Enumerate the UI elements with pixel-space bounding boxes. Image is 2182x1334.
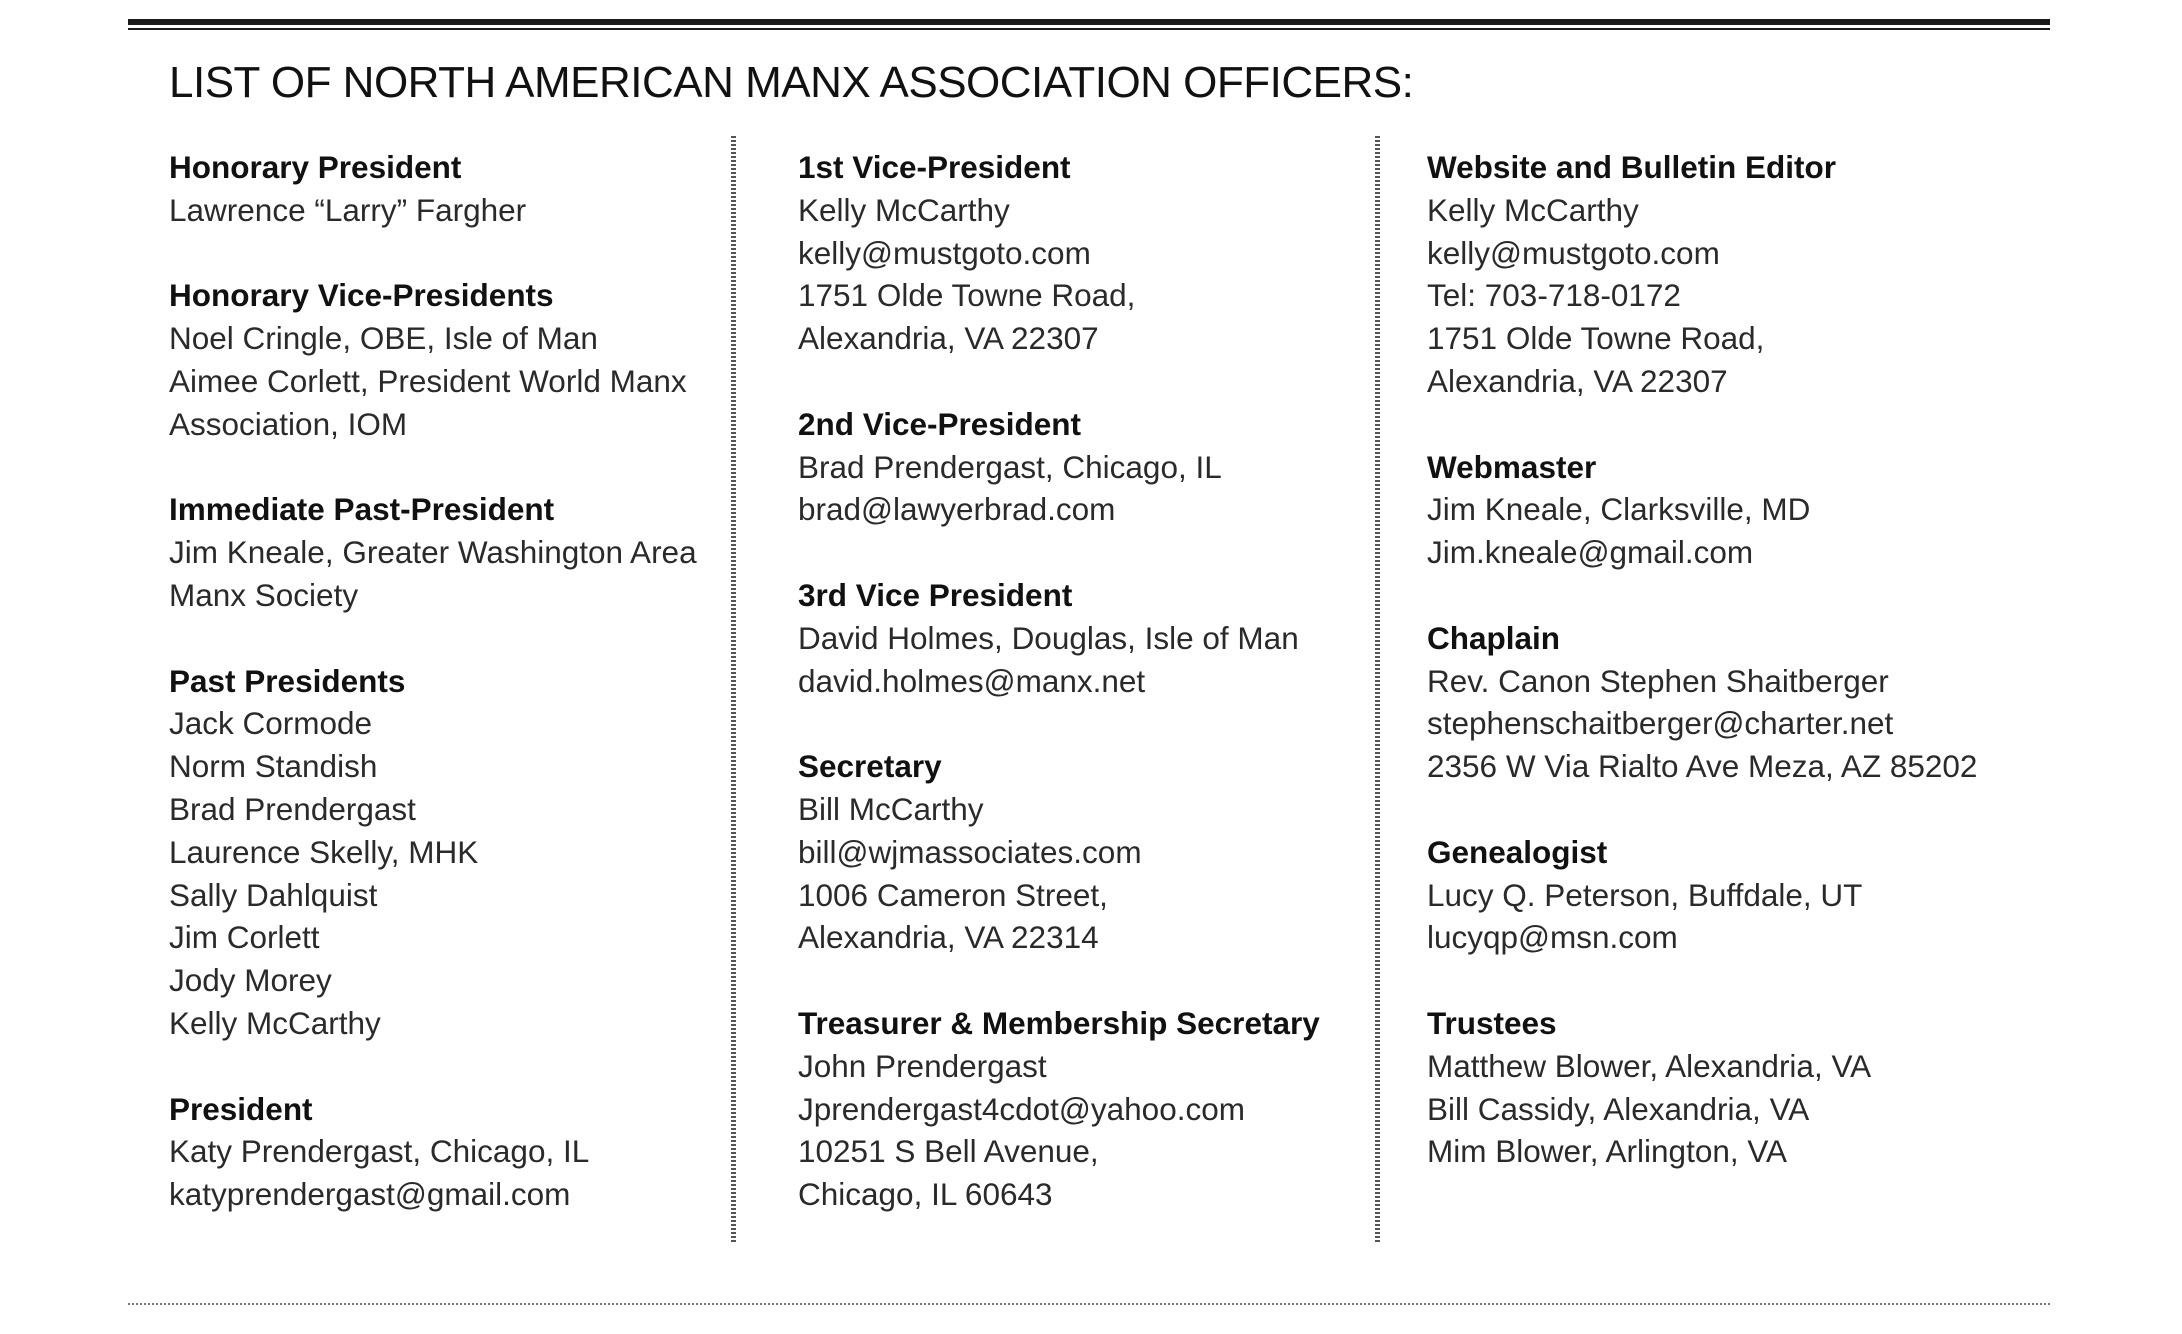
officer-email: brad@lawyerbrad.com bbox=[798, 491, 1116, 528]
officer-role-heading: Treasurer & Membership Secretary bbox=[798, 1004, 1320, 1041]
officer-role-heading: Genealogist bbox=[1427, 833, 1608, 870]
officer-email: Jim.kneale@gmail.com bbox=[1427, 534, 1754, 571]
officer-role-heading: Website and Bulletin Editor bbox=[1427, 149, 1836, 185]
officer-role-heading: Trustees bbox=[1427, 1004, 1557, 1041]
officer-section bbox=[1427, 831, 2047, 959]
officer-detail-line: Bill McCarthy bbox=[798, 790, 984, 827]
officer-detail-line: Norm Standish bbox=[169, 748, 378, 785]
officer-detail-line: Jack Cormode bbox=[169, 705, 373, 742]
officer-email: katyprendergast@gmail.com bbox=[169, 1176, 571, 1213]
officer-detail-line: Brad Prendergast bbox=[169, 790, 416, 827]
top-thick-rule bbox=[128, 19, 2050, 25]
officer-email: stephenschaitberger@charter.net bbox=[1427, 705, 1894, 742]
officer-role-heading: Chaplain bbox=[1427, 619, 1561, 656]
column-divider bbox=[1375, 136, 1380, 1242]
officers-column-3 bbox=[1427, 146, 2047, 1173]
officer-email: Jprendergast4cdot@yahoo.com bbox=[798, 1090, 1245, 1127]
officer-detail-line: Lawrence “Larry” Fargher bbox=[169, 191, 527, 228]
officer-detail-line: 2356 W Via Rialto Ave Meza, AZ 85202 bbox=[1427, 748, 1978, 785]
top-thin-rule bbox=[128, 28, 2050, 30]
officers-column-1 bbox=[169, 146, 729, 1216]
officer-detail-line: Manx Society bbox=[169, 576, 359, 613]
officer-role-heading: Webmaster bbox=[1427, 448, 1597, 485]
officer-detail-line: Tel: 703-718-0172 bbox=[1427, 277, 1681, 314]
column-divider bbox=[731, 136, 736, 1242]
officer-detail-line: Bill Cassidy, Alexandria, VA bbox=[1427, 1090, 1810, 1127]
bottom-dotted-rule bbox=[128, 1303, 2050, 1305]
officer-detail-line: Jody Morey bbox=[169, 962, 332, 999]
officer-role-heading: Past Presidents bbox=[169, 662, 406, 699]
officer-detail-line: Chicago, IL 60643 bbox=[798, 1176, 1053, 1213]
officer-detail-line: Association, IOM bbox=[169, 405, 408, 442]
page-title: LIST OF NORTH AMERICAN MANX ASSOCIATION OFFICERS: bbox=[169, 58, 1414, 107]
officer-section bbox=[1427, 446, 2047, 574]
officer-detail-line: Alexandria, VA 22314 bbox=[798, 919, 1099, 956]
officer-role-heading: President bbox=[169, 1090, 313, 1127]
officer-section bbox=[798, 574, 1358, 702]
officer-section bbox=[169, 660, 729, 1045]
officer-detail-line: Katy Prendergast, Chicago, IL bbox=[169, 1133, 590, 1170]
officer-section bbox=[169, 146, 729, 232]
officer-detail-line: Kelly McCarthy bbox=[169, 1004, 381, 1041]
officer-detail-line: Matthew Blower, Alexandria, VA bbox=[1427, 1047, 1872, 1084]
officer-section bbox=[169, 274, 729, 445]
officer-detail-line: Laurence Skelly, MHK bbox=[169, 833, 479, 870]
officer-detail-line: Rev. Canon Stephen Shaitberger bbox=[1427, 662, 1889, 699]
officer-detail-line: Kelly McCarthy bbox=[798, 191, 1010, 228]
officer-detail-line: 10251 S Bell Avenue, bbox=[798, 1133, 1099, 1170]
officer-detail-line: Jim Corlett bbox=[169, 919, 320, 956]
officer-detail-line: Aimee Corlett, President World Manx bbox=[169, 362, 687, 399]
officer-email: bill@wjmassociates.com bbox=[798, 833, 1142, 870]
officer-role-heading: Honorary Vice-Presidents bbox=[169, 277, 554, 314]
officer-detail-line: 1006 Cameron Street, bbox=[798, 876, 1108, 913]
officer-section bbox=[1427, 146, 2047, 403]
officer-detail-line: John Prendergast bbox=[798, 1047, 1047, 1084]
officer-detail-line: Alexandria, VA 22307 bbox=[1427, 362, 1728, 399]
officer-role-heading: Honorary President bbox=[169, 149, 462, 185]
officer-section bbox=[169, 488, 729, 616]
officer-section bbox=[169, 1088, 729, 1216]
officer-section bbox=[798, 745, 1358, 959]
officer-section bbox=[1427, 1002, 2047, 1173]
officer-section bbox=[798, 403, 1358, 531]
officer-role-heading: 3rd Vice President bbox=[798, 576, 1073, 613]
officer-role-heading: 2nd Vice-President bbox=[798, 405, 1082, 442]
officer-role-heading: 1st Vice-President bbox=[798, 149, 1071, 185]
officer-section bbox=[1427, 617, 2047, 788]
officer-detail-line: Jim Kneale, Clarksville, MD bbox=[1427, 491, 1811, 528]
officer-detail-line: Jim Kneale, Greater Washington Area bbox=[169, 534, 697, 571]
officer-section bbox=[798, 1002, 1358, 1216]
officer-section bbox=[798, 146, 1358, 360]
officer-detail-line: Sally Dahlquist bbox=[169, 876, 378, 913]
officer-email: kelly@mustgoto.com bbox=[1427, 234, 1720, 271]
officer-detail-line: David Holmes, Douglas, Isle of Man bbox=[798, 619, 1299, 656]
officer-role-heading: Immediate Past-President bbox=[169, 491, 555, 528]
officer-detail-line: Kelly McCarthy bbox=[1427, 191, 1639, 228]
officer-detail-line: Alexandria, VA 22307 bbox=[798, 320, 1099, 357]
officer-role-heading: Secretary bbox=[798, 748, 942, 785]
officer-detail-line: Lucy Q. Peterson, Buffdale, UT bbox=[1427, 876, 1863, 913]
officers-column-2 bbox=[798, 146, 1358, 1216]
officer-detail-line: Noel Cringle, OBE, Isle of Man bbox=[169, 320, 598, 357]
officer-email: lucyqp@msn.com bbox=[1427, 919, 1678, 956]
officer-email: kelly@mustgoto.com bbox=[798, 234, 1091, 271]
officer-detail-line: 1751 Olde Towne Road, bbox=[798, 277, 1136, 314]
officer-detail-line: Brad Prendergast, Chicago, IL bbox=[798, 448, 1222, 485]
officer-detail-line: Mim Blower, Arlington, VA bbox=[1427, 1133, 1788, 1170]
officer-email: david.holmes@manx.net bbox=[798, 662, 1146, 699]
officer-detail-line: 1751 Olde Towne Road, bbox=[1427, 320, 1765, 357]
